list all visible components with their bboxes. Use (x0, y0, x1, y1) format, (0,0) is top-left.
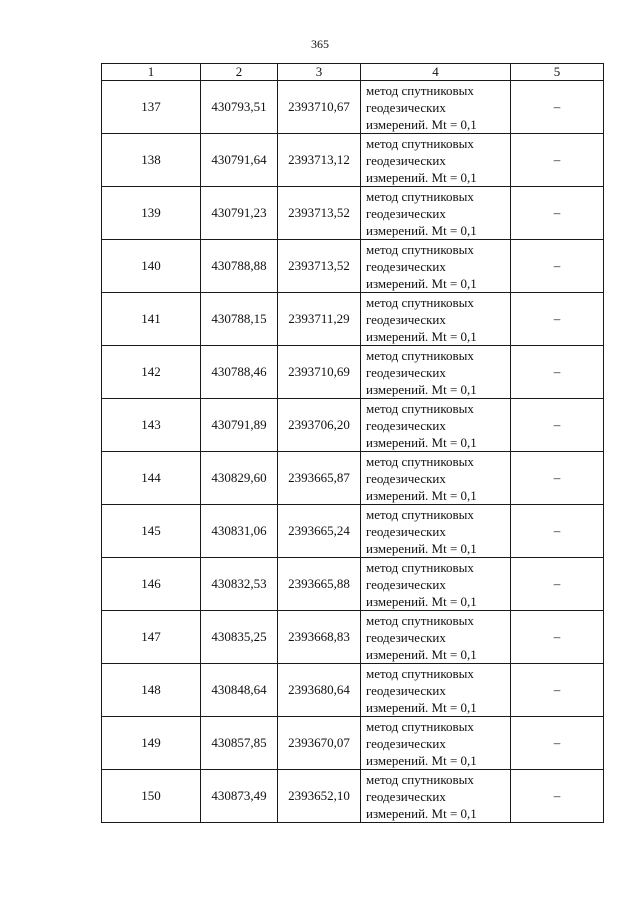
y-coordinate-cell: 2393713,52 (278, 240, 361, 293)
method-cell (361, 452, 511, 505)
table-row (102, 452, 604, 505)
point-number-cell: 150 (102, 770, 201, 823)
method-line-1: метод спутниковых (366, 400, 474, 416)
coordinates-table (101, 63, 604, 823)
header-col-3: 3 (278, 64, 361, 81)
point-number-cell: 142 (102, 346, 201, 399)
method-line-1: метод спутниковых (366, 665, 474, 681)
x-coordinate-cell: 430831,06 (201, 505, 278, 558)
method-line-2: геодезических (366, 364, 446, 380)
table-body (102, 81, 604, 823)
method-line-1: метод спутниковых (366, 294, 474, 310)
method-cell (361, 134, 511, 187)
point-number-cell: 149 (102, 717, 201, 770)
y-coordinate-cell: 2393710,67 (278, 81, 361, 134)
table-row (102, 664, 604, 717)
method-line-2: геодезических (366, 576, 446, 592)
method-line-1: метод спутниковых (366, 82, 474, 98)
y-coordinate-cell: 2393713,52 (278, 187, 361, 240)
note-cell: – (511, 240, 604, 293)
method-line-1: метод спутниковых (366, 559, 474, 575)
method-line-1: метод спутниковых (366, 771, 474, 787)
y-coordinate-cell: 2393680,64 (278, 664, 361, 717)
method-line-3: измерений. Mt = 0,1 (366, 116, 477, 132)
x-coordinate-cell: 430788,46 (201, 346, 278, 399)
method-line-2: геодезических (366, 788, 446, 804)
point-number-cell: 148 (102, 664, 201, 717)
method-line-2: геодезических (366, 682, 446, 698)
table-row (102, 134, 604, 187)
y-coordinate-cell: 2393668,83 (278, 611, 361, 664)
method-line-1: метод спутниковых (366, 718, 474, 734)
note-cell: – (511, 717, 604, 770)
point-number-cell: 147 (102, 611, 201, 664)
method-line-1: метод спутниковых (366, 135, 474, 151)
y-coordinate-cell: 2393710,69 (278, 346, 361, 399)
note-cell: – (511, 293, 604, 346)
table-row (102, 187, 604, 240)
header-col-4: 4 (361, 64, 511, 81)
y-coordinate-cell: 2393665,24 (278, 505, 361, 558)
method-line-1: метод спутниковых (366, 347, 474, 363)
table-row (102, 240, 604, 293)
table-row (102, 293, 604, 346)
method-cell (361, 717, 511, 770)
method-cell (361, 505, 511, 558)
note-cell: – (511, 505, 604, 558)
note-cell: – (511, 770, 604, 823)
method-line-3: измерений. Mt = 0,1 (366, 222, 477, 238)
point-number-cell: 140 (102, 240, 201, 293)
method-line-3: измерений. Mt = 0,1 (366, 540, 477, 556)
method-cell (361, 346, 511, 399)
method-line-3: измерений. Mt = 0,1 (366, 646, 477, 662)
method-line-2: геодезических (366, 417, 446, 433)
point-number-cell: 146 (102, 558, 201, 611)
y-coordinate-cell: 2393713,12 (278, 134, 361, 187)
x-coordinate-cell: 430791,64 (201, 134, 278, 187)
method-line-3: измерений. Mt = 0,1 (366, 328, 477, 344)
method-line-3: измерений. Mt = 0,1 (366, 752, 477, 768)
method-cell (361, 187, 511, 240)
x-coordinate-cell: 430788,88 (201, 240, 278, 293)
y-coordinate-cell: 2393670,07 (278, 717, 361, 770)
method-line-3: измерений. Mt = 0,1 (366, 275, 477, 291)
table-row (102, 505, 604, 558)
method-line-2: геодезических (366, 735, 446, 751)
table-row (102, 717, 604, 770)
x-coordinate-cell: 430791,89 (201, 399, 278, 452)
method-cell (361, 293, 511, 346)
x-coordinate-cell: 430832,53 (201, 558, 278, 611)
point-number-cell: 145 (102, 505, 201, 558)
note-cell: – (511, 558, 604, 611)
point-number-cell: 143 (102, 399, 201, 452)
table-row (102, 81, 604, 134)
page-number: 365 (311, 37, 329, 51)
x-coordinate-cell: 430791,23 (201, 187, 278, 240)
method-line-2: геодезических (366, 523, 446, 539)
method-line-2: геодезических (366, 470, 446, 486)
method-line-3: измерений. Mt = 0,1 (366, 487, 477, 503)
method-cell (361, 558, 511, 611)
x-coordinate-cell: 430857,85 (201, 717, 278, 770)
table-row (102, 611, 604, 664)
table-header (102, 64, 604, 81)
y-coordinate-cell: 2393665,88 (278, 558, 361, 611)
table-row (102, 770, 604, 823)
table-row (102, 399, 604, 452)
method-cell (361, 664, 511, 717)
point-number-cell: 141 (102, 293, 201, 346)
method-cell (361, 240, 511, 293)
method-cell (361, 770, 511, 823)
method-cell (361, 399, 511, 452)
table-row (102, 346, 604, 399)
method-line-3: измерений. Mt = 0,1 (366, 699, 477, 715)
note-cell: – (511, 664, 604, 717)
method-line-1: метод спутниковых (366, 453, 474, 469)
method-line-2: геодезических (366, 99, 446, 115)
header-col-1: 1 (102, 64, 201, 81)
x-coordinate-cell: 430788,15 (201, 293, 278, 346)
method-line-2: геодезических (366, 629, 446, 645)
header-col-5: 5 (511, 64, 604, 81)
note-cell: – (511, 346, 604, 399)
x-coordinate-cell: 430829,60 (201, 452, 278, 505)
y-coordinate-cell: 2393665,87 (278, 452, 361, 505)
x-coordinate-cell: 430835,25 (201, 611, 278, 664)
note-cell: – (511, 187, 604, 240)
method-line-3: измерений. Mt = 0,1 (366, 805, 477, 821)
point-number-cell: 138 (102, 134, 201, 187)
method-line-2: геодезических (366, 152, 446, 168)
point-number-cell: 139 (102, 187, 201, 240)
method-line-1: метод спутниковых (366, 612, 474, 628)
x-coordinate-cell: 430848,64 (201, 664, 278, 717)
method-line-2: геодезических (366, 205, 446, 221)
point-number-cell: 144 (102, 452, 201, 505)
method-line-3: измерений. Mt = 0,1 (366, 381, 477, 397)
note-cell: – (511, 134, 604, 187)
method-cell (361, 611, 511, 664)
note-cell: – (511, 452, 604, 505)
header-col-2: 2 (201, 64, 278, 81)
method-line-2: геодезических (366, 311, 446, 327)
point-number-cell: 137 (102, 81, 201, 134)
table-row (102, 558, 604, 611)
method-line-3: измерений. Mt = 0,1 (366, 593, 477, 609)
method-line-1: метод спутниковых (366, 506, 474, 522)
method-line-3: измерений. Mt = 0,1 (366, 169, 477, 185)
method-line-1: метод спутниковых (366, 241, 474, 257)
y-coordinate-cell: 2393711,29 (278, 293, 361, 346)
header-row (102, 64, 604, 81)
method-line-3: измерений. Mt = 0,1 (366, 434, 477, 450)
x-coordinate-cell: 430793,51 (201, 81, 278, 134)
note-cell: – (511, 611, 604, 664)
method-cell (361, 81, 511, 134)
y-coordinate-cell: 2393652,10 (278, 770, 361, 823)
note-cell: – (511, 81, 604, 134)
y-coordinate-cell: 2393706,20 (278, 399, 361, 452)
x-coordinate-cell: 430873,49 (201, 770, 278, 823)
note-cell: – (511, 399, 604, 452)
method-line-2: геодезических (366, 258, 446, 274)
method-line-1: метод спутниковых (366, 188, 474, 204)
